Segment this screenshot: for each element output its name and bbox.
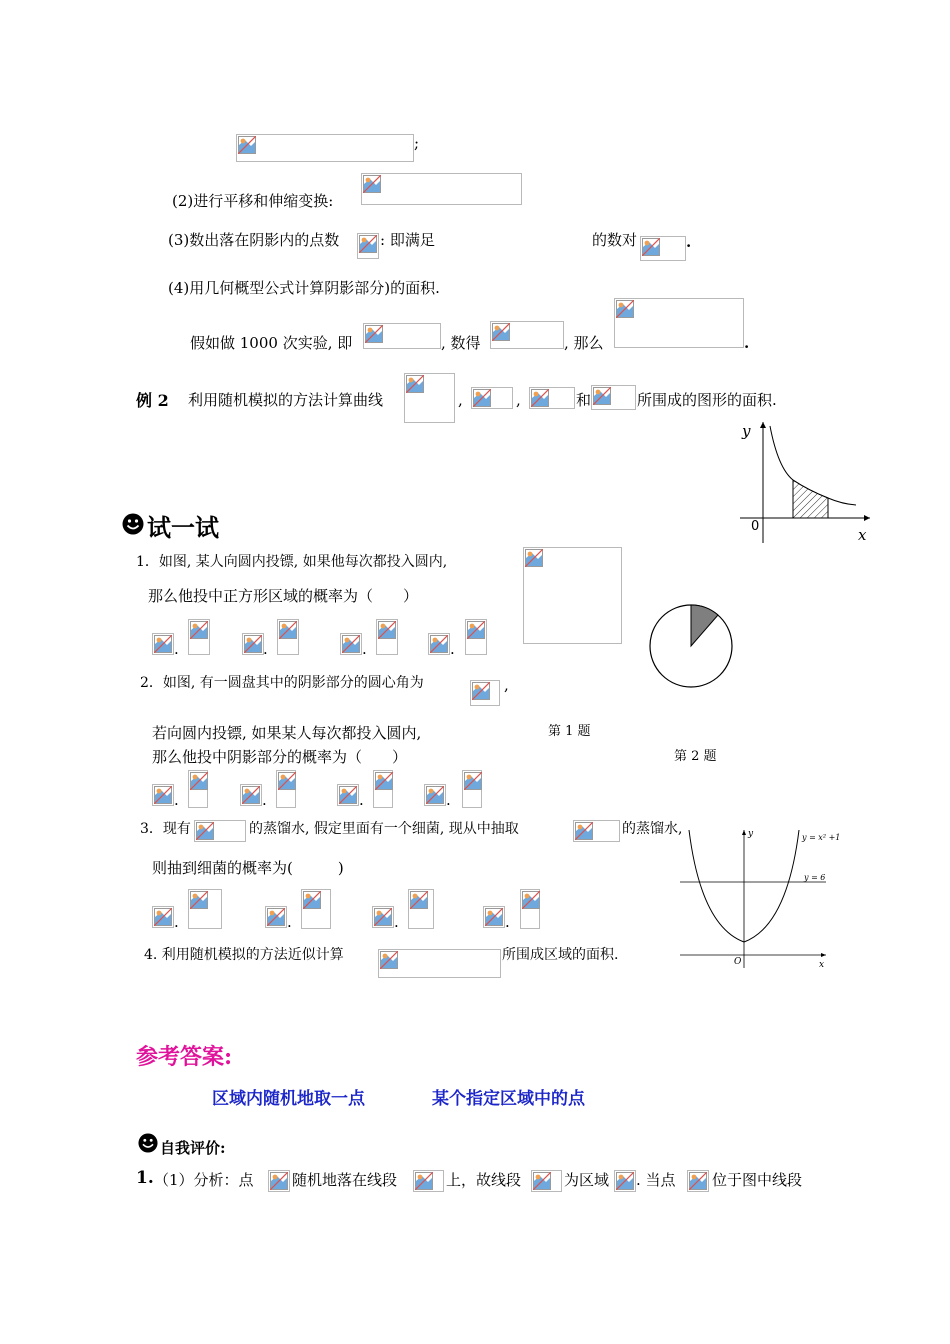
broken-image-icon xyxy=(642,238,660,256)
x-axis-label: x xyxy=(819,960,825,970)
formula-image xyxy=(470,680,500,706)
q1-line1: 1．如图, 某人向圆内投镖, 如果他每次都投入圆内, xyxy=(136,554,448,570)
broken-image-icon xyxy=(154,635,172,653)
q1-line2: 那么他投中正方形区域的概率为（ ） xyxy=(148,587,419,605)
option-dot: . xyxy=(450,640,455,658)
q2-comma: , xyxy=(504,676,509,694)
x-axis-label: x xyxy=(858,526,867,544)
option-value-image xyxy=(465,619,487,655)
q2-disc-figure xyxy=(648,604,734,688)
line-label: y = 6 xyxy=(804,873,826,882)
formula-image xyxy=(640,236,686,261)
step-2-text: (2)进行平移和伸缩变换: xyxy=(172,192,334,210)
option-value-image xyxy=(301,889,331,929)
step-3-text-c: 的数对 xyxy=(592,231,638,249)
broken-image-icon xyxy=(339,786,357,804)
answer-keyword-1: 区域内随机地取一点 xyxy=(212,1089,365,1109)
broken-image-icon xyxy=(270,1172,288,1190)
broken-image-icon xyxy=(196,822,214,840)
option-value-image xyxy=(462,770,482,808)
section-try-title: 试一试 xyxy=(147,513,219,542)
option-value-image xyxy=(188,889,222,929)
broken-image-icon xyxy=(303,891,321,909)
q2-caption: 第 2 题 xyxy=(674,749,717,764)
broken-image-icon xyxy=(689,1172,707,1190)
curve-area-graph xyxy=(730,418,880,548)
broken-image-icon xyxy=(464,772,482,790)
broken-image-icon xyxy=(406,375,424,393)
broken-image-icon xyxy=(342,635,360,653)
formula-image xyxy=(490,321,564,349)
q4-line-a: 4. 利用随机模拟的方法近似计算 xyxy=(144,947,344,963)
broken-image-icon xyxy=(467,621,485,639)
broken-image-icon xyxy=(375,772,393,790)
q2-line3: 那么他投中阴影部分的概率为（ ） xyxy=(152,748,408,766)
formula-image xyxy=(236,134,414,162)
formula-image xyxy=(573,820,620,842)
option-value-image xyxy=(188,770,208,808)
formula-image xyxy=(357,233,379,259)
option-dot: . xyxy=(287,913,292,931)
broken-image-icon xyxy=(575,822,593,840)
origin-label: 0 xyxy=(751,519,760,534)
option-value-image xyxy=(188,619,210,655)
q1-caption: 第 1 题 xyxy=(548,724,591,739)
option-value-image xyxy=(520,889,540,929)
option-dot: . xyxy=(362,640,367,658)
broken-image-icon xyxy=(190,621,208,639)
formula-image xyxy=(614,1170,636,1192)
option-label-image xyxy=(337,784,359,806)
option-label-image xyxy=(265,906,287,928)
option-label-image xyxy=(240,784,262,806)
broken-image-icon xyxy=(410,891,428,909)
broken-image-icon xyxy=(616,1172,634,1190)
option-dot: . xyxy=(174,640,179,658)
option-label-image xyxy=(152,906,174,928)
example-2-text-end: 所围成的图形的面积. xyxy=(637,391,777,409)
broken-image-icon xyxy=(365,325,383,343)
option-label-image xyxy=(424,784,446,806)
option-value-image xyxy=(376,619,398,655)
formula-image xyxy=(194,820,246,842)
broken-image-icon xyxy=(378,621,396,639)
broken-image-icon xyxy=(522,891,540,909)
broken-image-icon xyxy=(616,300,634,318)
broken-image-icon xyxy=(426,786,444,804)
option-value-image xyxy=(276,770,296,808)
q1-figure-image xyxy=(523,547,622,644)
trial-end: . xyxy=(744,334,750,352)
q3-line1-b: 的蒸馏水, 假定里面有一个细菌, 现从中抽取 xyxy=(249,821,519,837)
broken-image-icon xyxy=(244,635,262,653)
formula-image xyxy=(471,387,513,409)
formula-image xyxy=(529,387,575,409)
answer-item-text-e: . 当点 xyxy=(636,1171,676,1189)
curve-label: y = x² +1 xyxy=(802,833,841,842)
broken-image-icon xyxy=(359,235,377,253)
option-dot: . xyxy=(174,791,179,809)
answer-item-text-f: 位于图中线段 xyxy=(712,1171,803,1189)
formula-image xyxy=(404,373,455,423)
option-label-image xyxy=(372,906,394,928)
broken-image-icon xyxy=(380,951,398,969)
answer-keyword-2: 某个指定区域中的点 xyxy=(432,1089,585,1109)
formula-image xyxy=(614,298,744,348)
broken-image-icon xyxy=(525,549,543,567)
q4-line-b: 所围成区域的面积. xyxy=(502,947,619,963)
broken-image-icon xyxy=(279,621,297,639)
formula-image xyxy=(413,1170,444,1192)
answer-item-text-a: （1）分析：点 xyxy=(154,1171,254,1189)
q2-line1: 2．如图, 有一圆盘其中的阴影部分的圆心角为 xyxy=(140,675,424,691)
step-3-text-b: : 即满足 xyxy=(380,231,435,249)
q3-line1-a: 3．现有 xyxy=(140,821,191,837)
option-label-image xyxy=(340,633,362,655)
example-2-label: 例 2 xyxy=(136,391,169,410)
option-label-image xyxy=(242,633,264,655)
broken-image-icon xyxy=(363,175,381,193)
option-dot: . xyxy=(505,913,510,931)
broken-image-icon xyxy=(374,908,392,926)
formula-image xyxy=(378,949,501,978)
option-value-image xyxy=(373,770,393,808)
q3-line2: 则抽到细菌的概率为( ) xyxy=(152,859,344,877)
comma: , xyxy=(516,391,521,409)
y-axis-label: y xyxy=(742,422,751,440)
option-label-image xyxy=(483,906,505,928)
broken-image-icon xyxy=(238,136,256,154)
option-dot: . xyxy=(359,791,364,809)
trial-text-c: , 那么 xyxy=(564,334,604,352)
answer-item-text-b: 随机地落在线段 xyxy=(292,1171,398,1189)
origin-label: O xyxy=(734,957,742,967)
option-dot: . xyxy=(446,791,451,809)
option-label-image xyxy=(152,784,174,806)
broken-image-icon xyxy=(492,323,510,341)
broken-image-icon xyxy=(242,786,260,804)
broken-image-icon xyxy=(190,891,208,909)
formula-image xyxy=(361,173,522,205)
broken-image-icon xyxy=(154,908,172,926)
broken-image-icon xyxy=(190,772,208,790)
parabola-graph xyxy=(676,826,856,974)
step-3-text: (3)数出落在阴影内的点数 xyxy=(168,231,340,249)
broken-image-icon xyxy=(473,389,491,407)
step-3-end: . xyxy=(686,233,692,251)
option-dot: . xyxy=(174,913,179,931)
option-value-image xyxy=(408,889,434,929)
formula-image xyxy=(268,1170,290,1192)
option-label-image xyxy=(152,633,174,655)
broken-image-icon xyxy=(593,387,611,405)
broken-image-icon xyxy=(415,1172,433,1190)
option-dot: . xyxy=(262,791,267,809)
option-label-image xyxy=(428,633,450,655)
broken-image-icon xyxy=(531,389,549,407)
option-dot: . xyxy=(394,913,399,931)
smiley-icon xyxy=(122,513,144,535)
step-4-text: (4)用几何概型公式计算阴影部分)的面积. xyxy=(168,279,440,297)
trial-text-a: 假如做 1000 次实验, 即 xyxy=(190,334,353,352)
q2-line2: 若向圆内投镖, 如果某人每次都投入圆内, xyxy=(152,724,422,742)
formula-image xyxy=(687,1170,709,1192)
broken-image-icon xyxy=(154,786,172,804)
broken-image-icon xyxy=(267,908,285,926)
formula-image xyxy=(531,1170,562,1192)
broken-image-icon xyxy=(278,772,296,790)
answers-title: 参考答案: xyxy=(136,1044,233,1070)
formula-image xyxy=(363,323,441,349)
broken-image-icon xyxy=(472,682,490,700)
answer-item-text-d: 为区域 xyxy=(564,1171,610,1189)
self-eval-heading: 自我评价: xyxy=(160,1139,226,1157)
broken-image-icon xyxy=(533,1172,551,1190)
answer-item-number: 1. xyxy=(136,1168,154,1188)
broken-image-icon xyxy=(430,635,448,653)
semicolon: ; xyxy=(414,134,420,152)
formula-image xyxy=(591,385,636,410)
broken-image-icon xyxy=(485,908,503,926)
trial-text-b: , 数得 xyxy=(441,334,481,352)
answer-item-text-c: 上，故线段 xyxy=(446,1171,522,1189)
smiley-icon xyxy=(138,1133,158,1153)
option-dot: . xyxy=(263,640,268,658)
y-axis-label: y xyxy=(748,829,754,839)
option-value-image xyxy=(277,619,299,655)
comma: , xyxy=(458,391,463,409)
q3-line1-c: 的蒸馏水, xyxy=(622,821,683,837)
and-text: 和 xyxy=(576,391,592,409)
example-2-text: 利用随机模拟的方法计算曲线 xyxy=(188,391,384,409)
